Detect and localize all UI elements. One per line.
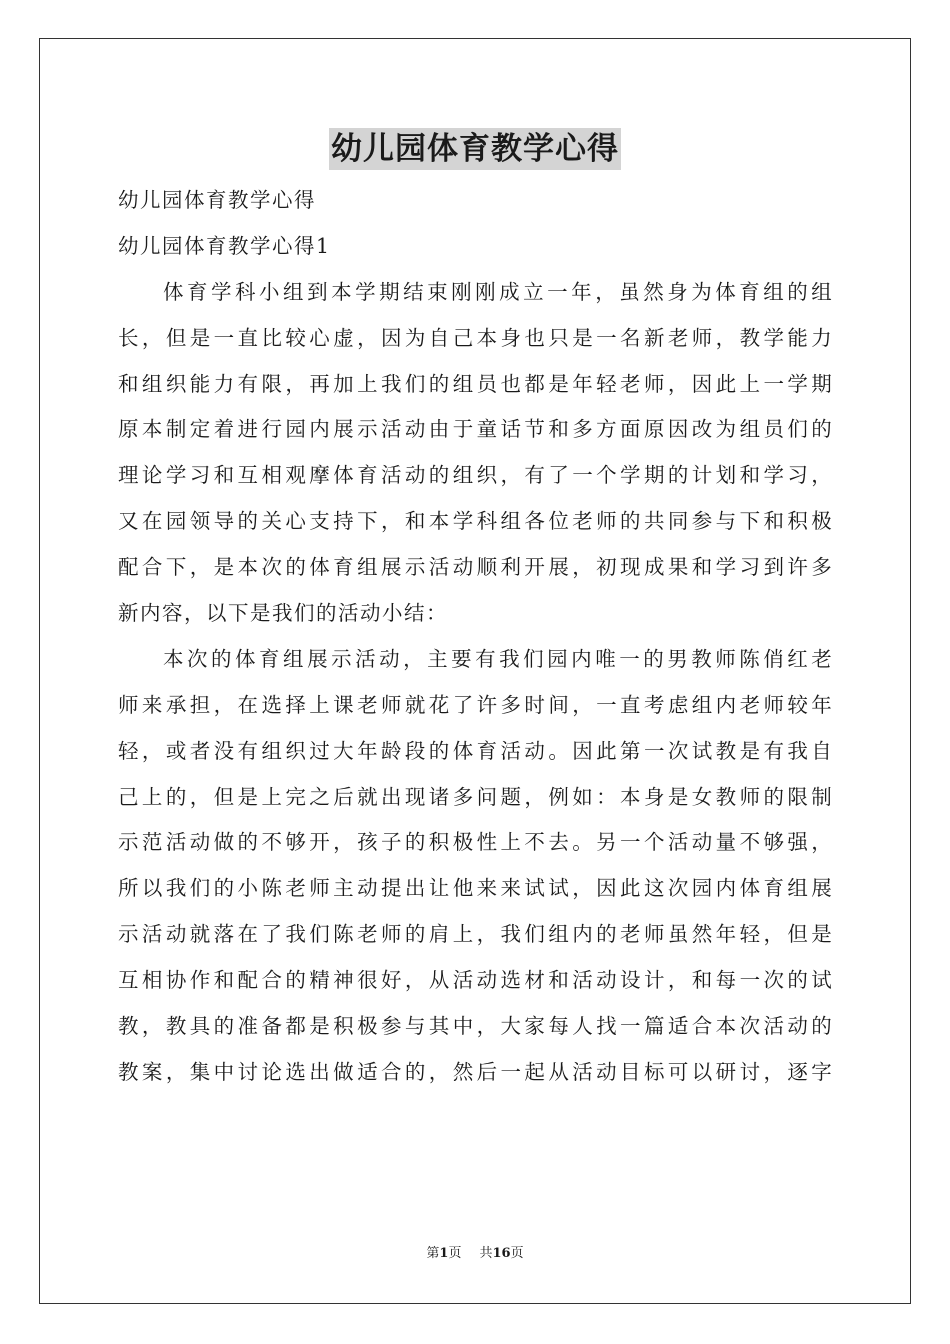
text-line: 轻，或者没有组织过大年龄段的体育活动。因此第一次试教是有我自 xyxy=(118,738,834,763)
text-line: 示范活动做的不够开，孩子的积极性上不去。另一个活动量不够强， xyxy=(118,830,834,855)
subtitle-line: 幼儿园体育教学心得1 xyxy=(118,233,331,258)
total-prefix: 共 xyxy=(479,1246,493,1261)
text-line: 长，但是一直比较心虚，因为自己本身也只是一名新老师，教学能力 xyxy=(118,325,834,350)
document-title: 幼儿园体育教学心得 xyxy=(329,128,621,170)
title-container xyxy=(0,128,950,170)
current-page-number: 1 xyxy=(439,1246,449,1261)
text-line: 教案，集中讨论选出做适合的，然后一起从活动目标可以研讨，逐字 xyxy=(118,1059,834,1084)
text-line: 又在园领导的关心支持下，和本学科组各位老师的共同参与下和积极 xyxy=(118,509,834,534)
page-prefix: 第 xyxy=(426,1246,440,1261)
text-line: 师来承担，在选择上课老师就花了许多时间，一直考虑组内老师较年 xyxy=(118,692,834,717)
text-line: 和组织能力有限，再加上我们的组员也都是年轻老师，因此上一学期 xyxy=(118,371,834,396)
subtitle-line: 幼儿园体育教学心得 xyxy=(118,188,316,212)
text-line: 示活动就落在了我们陈老师的肩上，我们组内的老师虽然年轻，但是 xyxy=(118,922,834,947)
document-body xyxy=(118,178,834,1096)
paragraph-1 xyxy=(118,270,834,637)
page-suffix: 页 xyxy=(448,1246,462,1261)
total-page-count: 16 xyxy=(492,1246,511,1261)
text-line: 互相协作和配合的精神很好，从活动选材和活动设计，和每一次的试 xyxy=(118,968,834,993)
total-suffix: 页 xyxy=(510,1246,524,1261)
text-line: 己上的，但是上完之后就出现诸多问题，例如：本身是女教师的限制 xyxy=(118,784,834,809)
text-line: 所以我们的小陈老师主动提出让他来来试试，因此这次园内体育组展 xyxy=(118,876,834,901)
text-line: 新内容，以下是我们的活动小结： xyxy=(118,601,448,626)
page-footer xyxy=(0,1245,950,1263)
text-line: 原本制定着进行园内展示活动由于童话节和多方面原因改为组员们的 xyxy=(118,417,834,442)
text-line: 教，教具的准备都是积极参与其中，大家每人找一篇适合本次活动的 xyxy=(118,1014,834,1039)
paragraph-2 xyxy=(118,637,834,1096)
text-line: 理论学习和互相观摩体育活动的组织，有了一个学期的计划和学习， xyxy=(118,463,834,488)
text-line: 体育学科小组到本学期结束刚刚成立一年，虽然身为体育组的组 xyxy=(163,279,834,304)
text-line: 配合下，是本次的体育组展示活动顺利开展，初现成果和学习到许多 xyxy=(118,555,834,580)
text-line: 本次的体育组展示活动，主要有我们园内唯一的男教师陈俏红老 xyxy=(163,646,834,671)
